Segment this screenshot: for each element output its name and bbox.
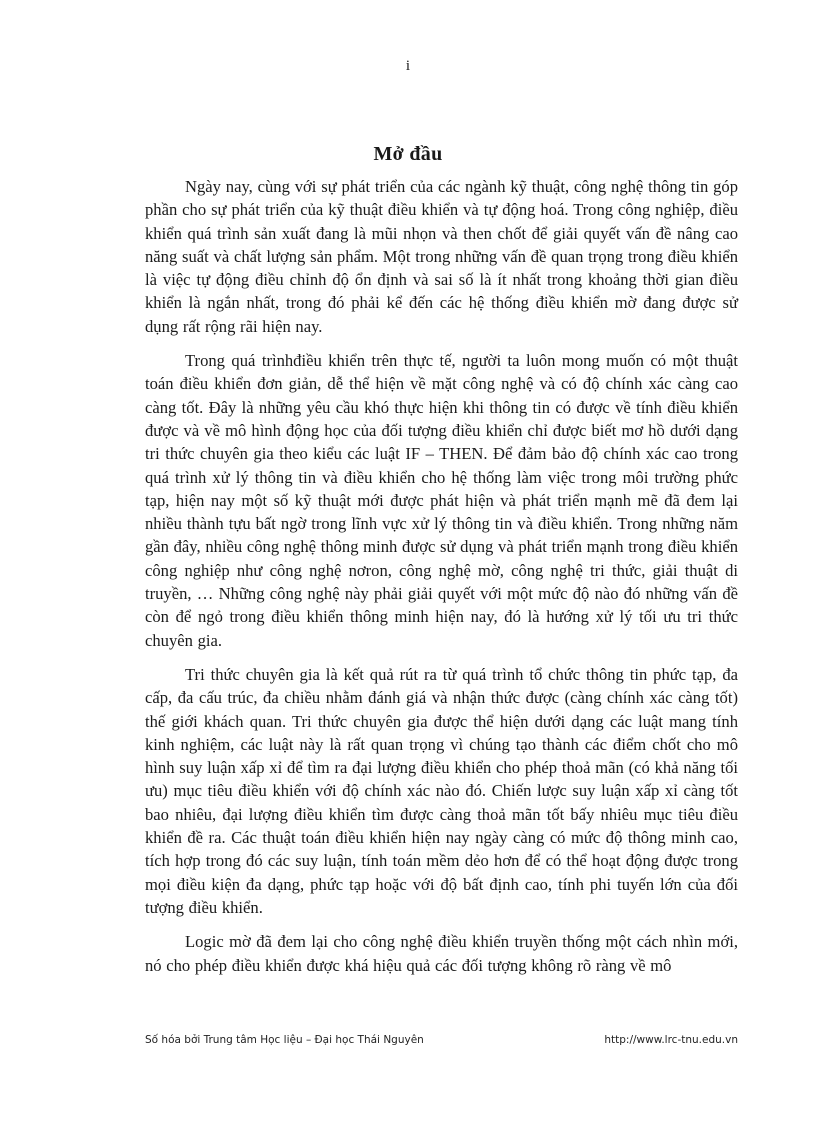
footer-source-text: Số hóa bởi Trung tâm Học liệu – Đại học Thái Nguyên [145,1034,424,1046]
paragraph: Logic mờ đã đem lại cho công nghệ điều khiển truyền thống một cách nhìn mới, nó cho phép điều khiển được khá hiệu quả các đối tượng không rõ ràng về mô [145,932,738,975]
paragraph: Tri thức chuyên gia là kết quả rút ra từ quá trình tổ chức thông tin phức tạp, đa cấp, đa cấu trúc, đa chiều nhằm đánh giá và nhận thức được (càng chính xác càng tốt) thế giới khách quan. Tri thức chuyên gia được thể hiện dưới dạng các luật mang tính kinh nghiệm, các luật này là rất quan trọng vì chúng tạo thành các điểm chốt cho mô hình suy luận xấp xỉ để tìm ra đại lượng điều khiển cho phép thoả mãn (có khả năng tối ưu) mục tiêu điều khiển với độ chính xác nào đó. Chiến lược suy luận xấp xỉ càng tốt bao nhiêu, đại lượng điều khiển tìm được càng thoả mãn tốt bấy nhiêu mục tiêu điều khiển đề ra. Các thuật toán điều khiển hiện nay ngày càng có mức độ thông minh cao, tích hợp trong đó các suy luận, tính toán mềm dẻo hơn để có thể hoạt động được trong mọi điều kiện đa dạng, phức tạp hoặc với độ bất định cao, tính phi tuyến lớn của đối tượng điều khiển. [145,664,738,917]
paragraph: Ngày nay, cùng với sự phát triển của các ngành kỹ thuật, công nghệ thông tin góp phần cho sự phát triển của kỹ thuật điều khiển và tự động hoá. Trong công nghiệp, điều khiển quá trình sản xuất đang là mũi nhọn và then chốt để giải quyết vấn đề nâng cao năng suất và chất lượng sản phẩm. Một trong những vấn đề quan trọng trong điều khiển là việc tự động điều chỉnh độ ổn định và sai số là ít nhất trong khoảng thời gian điều khiển là ngắn nhất, trong đó phải kể đến các hệ thống điều khiển mờ đang được sử dụng rất rộng rãi hiện nay. [145,177,738,336]
page-title: Mở đầu [373,143,443,165]
page-number: i [405,58,411,74]
paragraph: Trong quá trìnhđiều khiển trên thực tế, người ta luôn mong muốn có một thuật toán điều khiển đơn giản, dễ thể hiện về mặt công nghệ và có độ chính xác càng cao càng tốt. Đây là những yêu cầu khó thực hiện khi thông tin có được về tính điều khiển được và về mô hình động học của đối tượng điều khiển chỉ được biết mơ hồ dưới dạng tri thức chuyên gia theo kiểu các luật IF – THEN. Để đảm bảo độ chính xác cao trong quá trình xử lý thông tin và điều khiển cho hệ thống làm việc trong môi trường phức tạp, hiện nay một số kỹ thuật mới được phát hiện và phát triển mạnh mẽ đã đem lại nhiều thành tựu bất ngờ trong lĩnh vực xử lý thông tin và điều khiển. Trong những năm gần đây, nhiều công nghệ thông minh được sử dụng và phát triển mạnh trong điều khiển công nghiệp như công nghệ nơron, công nghệ mờ, công nghệ tri thức, giải thuật di truyền, … Những công nghệ này phải giải quyết với một mức độ nào đó những vấn đề còn để ngỏ trong điều khiển thông minh hiện nay, đó là hướng xử lý tối ưu tri thức chuyên gia. [145,351,738,650]
footer-url-link[interactable]: http://www.lrc-tnu.edu.vn [604,1034,738,1046]
document-body [145,175,738,988]
